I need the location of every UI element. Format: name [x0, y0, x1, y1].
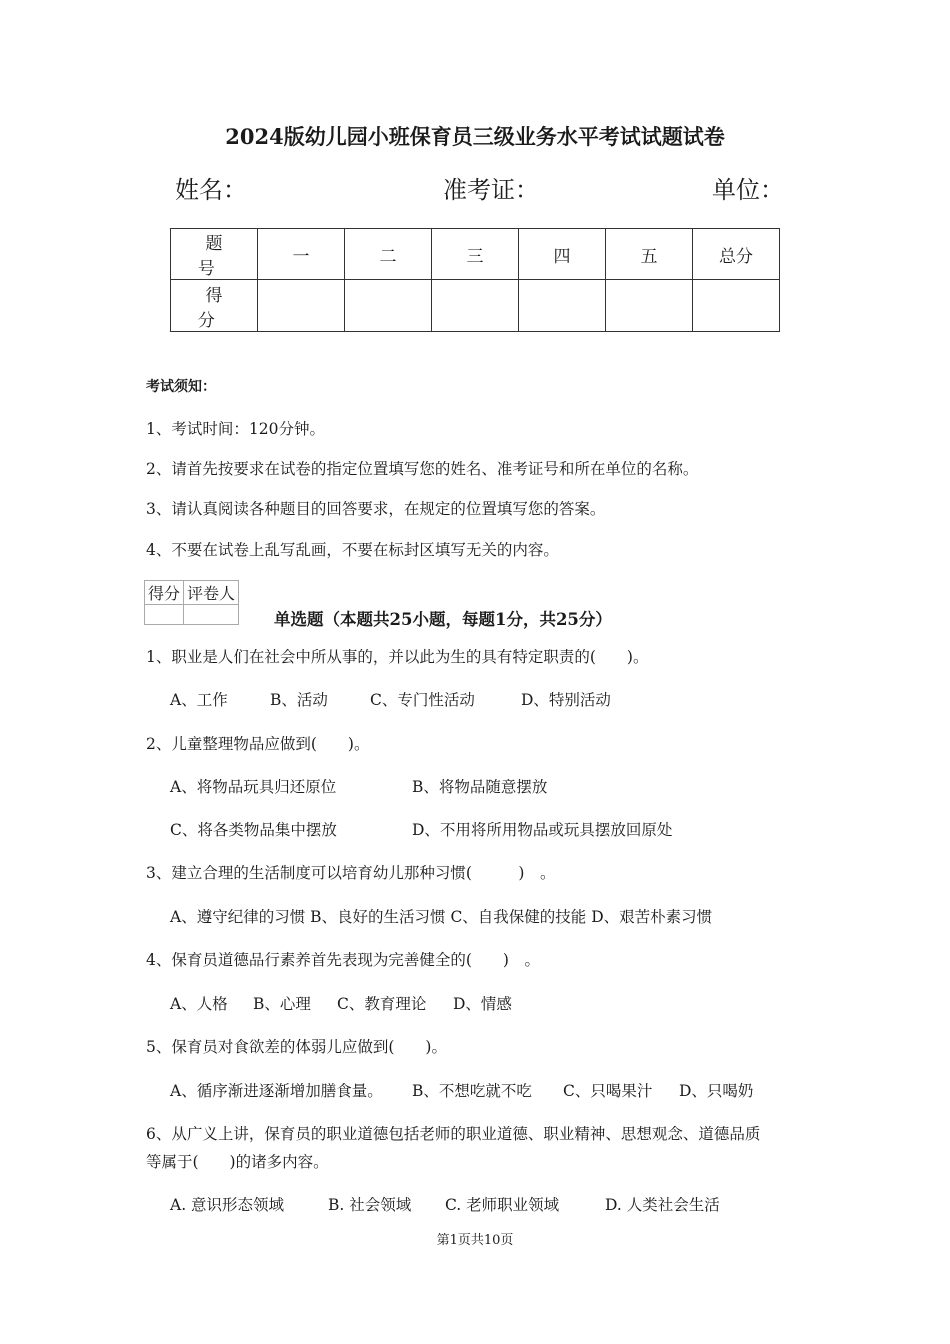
question-option[interactable]: B、心理	[253, 995, 311, 1013]
score-table-label-score: 得 分	[171, 280, 258, 332]
question-stem: 5、保育员对食欲差的体弱儿应做到( )。	[146, 1038, 447, 1056]
question-option[interactable]: A、循序渐进逐渐增加膳食量。	[170, 1082, 383, 1100]
notice-item: 1、考试时间：120分钟。	[146, 420, 325, 438]
exam-title: 2024版幼儿园小班保育员三级业务水平考试试题试卷	[225, 124, 725, 149]
question-stem: 2、儿童整理物品应做到( )。	[146, 735, 370, 753]
question-option[interactable]: A、工作	[170, 691, 228, 709]
name-field-label: 姓名：	[175, 176, 247, 204]
grader-box	[144, 580, 239, 625]
question-stem: 3、建立合理的生活制度可以培育幼儿那种习惯( ) 。	[146, 864, 556, 882]
question-option[interactable]: C、只喝果汁	[563, 1082, 653, 1100]
score-table-header-row	[171, 229, 780, 280]
question-stem-continued: 等属于( )的诸多内容。	[146, 1153, 329, 1171]
grader-box-grader-cell[interactable]	[184, 605, 239, 625]
question-option[interactable]: C、将各类物品集中摆放	[170, 821, 337, 839]
grader-box-score-cell[interactable]	[145, 605, 184, 625]
score-table-col-5: 五	[606, 229, 693, 280]
notice-item: 4、不要在试卷上乱写乱画，不要在标封区填写无关的内容。	[146, 541, 559, 559]
grader-box-grader-label: 评卷人	[184, 581, 239, 605]
score-cell-1[interactable]	[258, 280, 345, 332]
score-cell-total[interactable]	[693, 280, 780, 332]
notice-title: 考试须知：	[146, 379, 216, 395]
question-option[interactable]: C. 老师职业领域	[445, 1196, 560, 1214]
question-option[interactable]: B、活动	[270, 691, 328, 709]
unit-field-label: 单位：	[712, 176, 784, 204]
exam-id-field-label: 准考证：	[443, 176, 539, 204]
question-option[interactable]: A、人格	[170, 995, 228, 1013]
score-cell-5[interactable]	[606, 280, 693, 332]
question-option[interactable]: A. 意识形态领域	[170, 1196, 285, 1214]
grader-box-score-label: 得分	[145, 581, 184, 605]
question-option[interactable]: B、不想吃就不吃	[412, 1082, 532, 1100]
question-option[interactable]: B. 社会领域	[328, 1196, 412, 1214]
score-cell-4[interactable]	[519, 280, 606, 332]
question-stem: 1、职业是人们在社会中所从事的，并以此为生的具有特定职责的( )。	[146, 648, 649, 666]
question-option[interactable]: C、教育理论	[337, 995, 427, 1013]
score-cell-3[interactable]	[432, 280, 519, 332]
question-option[interactable]: A、遵守纪律的习惯 B、良好的生活习惯 C、自我保健的技能 D、艰苦朴素习惯	[170, 908, 713, 926]
section-title: 单选题（本题共25小题，每题1分，共25分）	[274, 610, 612, 629]
question-option[interactable]: D、特别活动	[521, 691, 611, 709]
question-option[interactable]: C、专门性活动	[370, 691, 475, 709]
score-cell-2[interactable]	[345, 280, 432, 332]
score-table-col-4: 四	[519, 229, 606, 280]
score-table	[170, 228, 780, 332]
question-option[interactable]: D、只喝奶	[679, 1082, 754, 1100]
question-stem: 6、从广义上讲，保育员的职业道德包括老师的职业道德、职业精神、思想观念、道德品质	[146, 1125, 761, 1143]
score-table-label-question-no: 题 号	[171, 229, 258, 280]
notice-item: 2、请首先按要求在试卷的指定位置填写您的姓名、准考证号和所在单位的名称。	[146, 460, 699, 478]
question-option[interactable]: B、将物品随意摆放	[412, 778, 548, 796]
question-stem: 4、保育员道德品行素养首先表现为完善健全的( ) 。	[146, 951, 540, 969]
score-table-col-total: 总分	[693, 229, 780, 280]
score-table-col-1: 一	[258, 229, 345, 280]
score-table-score-row	[171, 280, 780, 332]
question-option[interactable]: D、不用将所用物品或玩具摆放回原处	[412, 821, 673, 839]
page-footer: 第1页共10页	[436, 1233, 514, 1248]
score-table-col-3: 三	[432, 229, 519, 280]
question-option[interactable]: D. 人类社会生活	[605, 1196, 720, 1214]
question-option[interactable]: D、情感	[453, 995, 512, 1013]
question-option[interactable]: A、将物品玩具归还原位	[170, 778, 337, 796]
notice-item: 3、请认真阅读各种题目的回答要求，在规定的位置填写您的答案。	[146, 500, 606, 518]
score-table-col-2: 二	[345, 229, 432, 280]
